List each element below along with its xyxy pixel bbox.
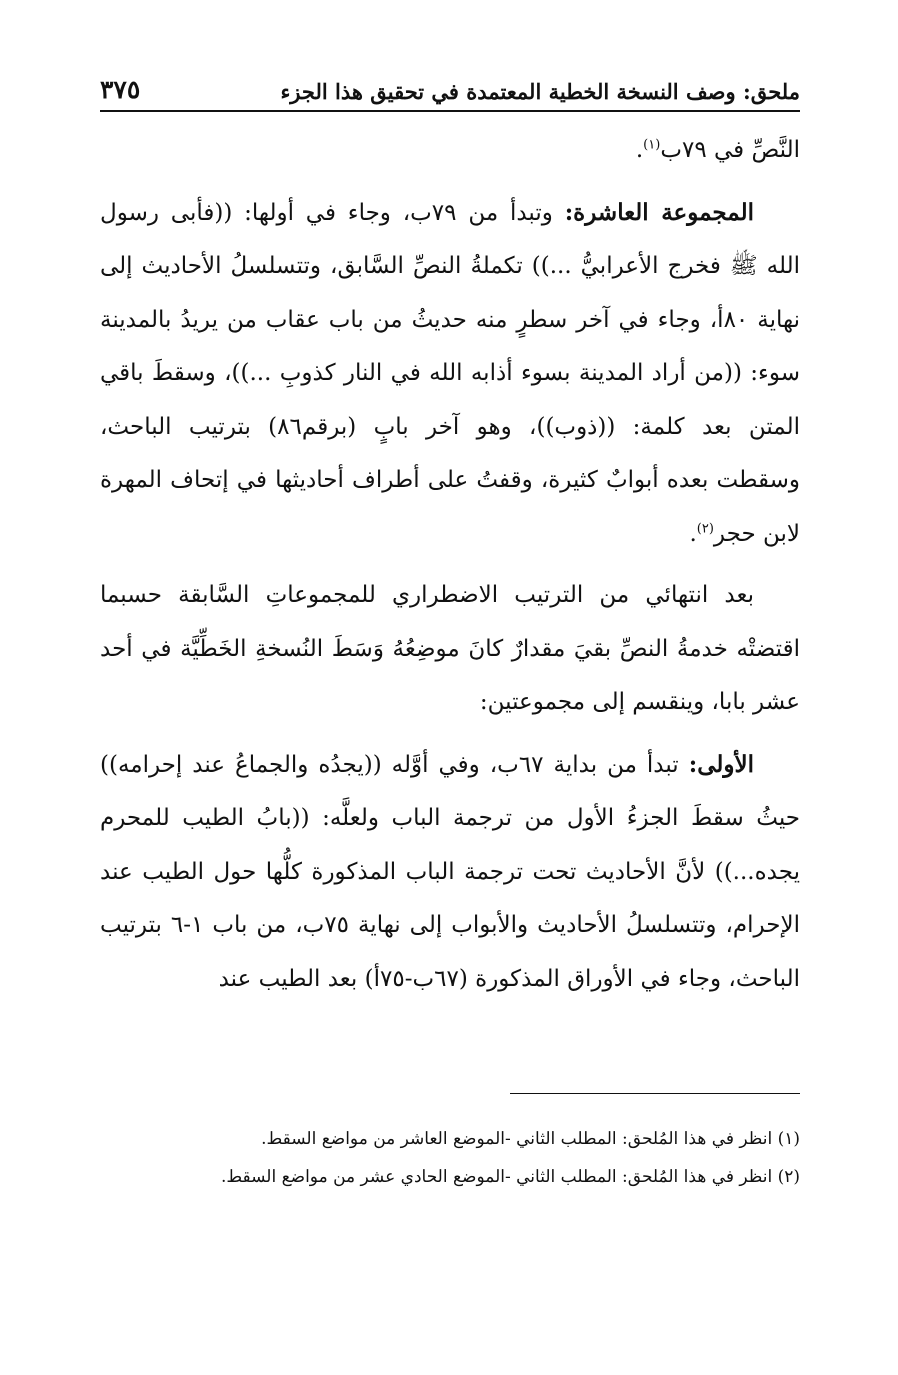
paragraph-2: [100, 186, 800, 562]
paragraph-4-text: تبدأ من بداية ٦٧ب، وفي أوَّله ((يجدُه والجماعُ عند إحرامه)) حيثُ سقطَ الجزءُ الأول من ترجمة الباب ولعلَّه: ((بابُ الطيب للمحرم يجده...)) لأنَّ الأحاديث تحت ترجمة الباب المذكورة كلُّها حول الطيب عند الإحرام، وتتسلسلُ الأحاديث والأبواب إلى نهاية ٧٥ب، من باب ١-٦ بترتيب الباحث، وجاء في الأوراق المذكورة (٦٧ب-٧٥أ) بعد الطيب عند: [100, 751, 800, 992]
footnote-2: (٢) انظر في هذا المُلحق: المطلب الثاني -الموضع الحادي عشر من مواضع السقط.: [220, 1167, 800, 1187]
first-group-heading: الأولى:: [688, 750, 754, 778]
page-number: ٣٧٥: [100, 75, 141, 104]
paragraph-4: [100, 738, 800, 1007]
page-header: [100, 66, 800, 112]
footnote-ref-1: (١): [643, 137, 661, 153]
footnotes: [100, 1120, 800, 1196]
paragraph-1: [100, 124, 800, 178]
running-title: ملحق: وصف النسخة الخطية المعتمدة في تحقيق هذا الجزء: [280, 79, 800, 104]
group-ten-heading: المجموعة العاشرة:: [564, 198, 754, 226]
paragraph-2-text: وتبدأ من ٧٩ب، وجاء في أولها: ((فأبى رسول الله ﷺ فخرج الأعرابيُّ ...)) تكملةُ النصِّ السَّابق، وتتسلسلُ الأحاديث إلى نهاية ٨٠أ، وجاء في آخر سطرٍ منه حديثُ من باب عقاب من يريدُ بالمدينة سوء: ((من أراد المدينة بسوء أذابه الله في النار كذوبِ ...))، وسقطَ باقي المتن بعد كلمة: ((ذوب))، وهو آخر بابٍ (برقم٨٦) بترتيب الباحث، وسقطت بعده أبوابٌ كثيرة، وقفتُ على أطراف أحاديثها في إتحاف المهرة لابن حجر: [100, 199, 800, 547]
main-text: [100, 124, 800, 1006]
paragraph-1-text: النَّصِّ في ٧٩ب: [660, 137, 800, 163]
footnote-ref-2: (٢): [696, 520, 714, 536]
footnote-separator: [510, 1093, 800, 1094]
footnote-1: (١) انظر في هذا المُلحق: المطلب الثاني -الموضع العاشر من مواضع السقط.: [261, 1129, 800, 1149]
paragraph-2-end: .: [689, 520, 697, 547]
paragraph-1-end: .: [635, 137, 644, 163]
paragraph-3-text: بعد انتهائي من الترتيب الاضطراري للمجموعاتِ السَّابقة حسبما اقتضتْه خدمةُ النصِّ بقيَ مقدارٌ كانَ موضِعُهُ وَسَطَ النُسخةِ الخَطِّيَّة في أحد عشر بابا، وينقسم إلى مجموعتين:: [100, 582, 800, 715]
paragraph-3: [100, 569, 800, 730]
